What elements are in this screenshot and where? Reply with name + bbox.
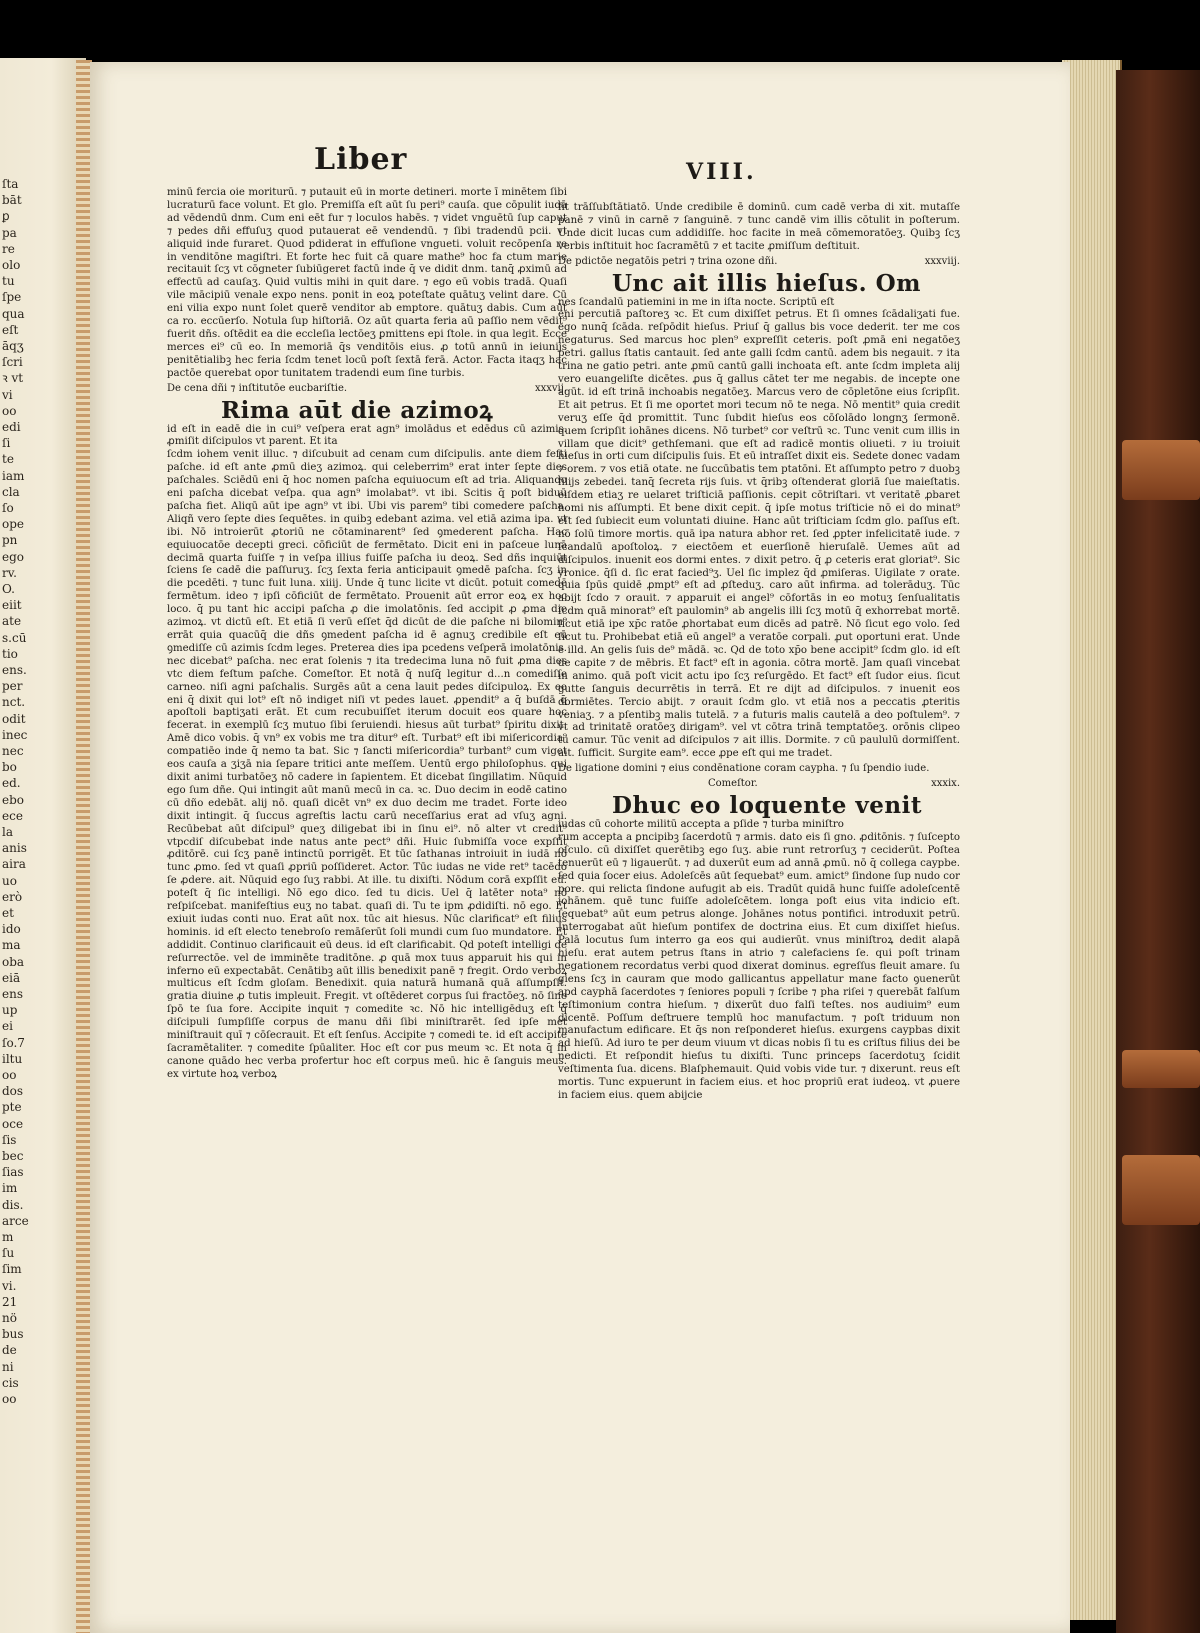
rubric-title: De pdictōe negatōis petri ⁊ trina ozone dñi. bbox=[558, 255, 778, 267]
left-page-line-fragment: ꝛ vt bbox=[2, 371, 24, 386]
running-head-left: Liber bbox=[314, 142, 408, 177]
page-edges bbox=[1062, 60, 1122, 1620]
clasp-strap-top bbox=[1122, 440, 1200, 500]
clasp-strap-bottom bbox=[1122, 1155, 1200, 1225]
left-page-line-fragment: ſi bbox=[2, 436, 11, 451]
left-page-line-fragment: ebo bbox=[2, 792, 25, 807]
left-page-line-fragment: oo bbox=[2, 1392, 17, 1406]
left-page-line-fragment: erò bbox=[2, 889, 23, 904]
chapter-number: xxxix. bbox=[931, 778, 960, 790]
chapter-rubric-author bbox=[708, 778, 960, 791]
left-page-line-fragment: iam bbox=[2, 468, 25, 483]
left-page-line-fragment: ſo bbox=[2, 501, 14, 515]
left-page-line-fragment: pn bbox=[2, 533, 18, 548]
left-page-line-fragment: O. bbox=[2, 582, 15, 596]
page bbox=[90, 62, 1070, 1633]
left-page-line-fragment: ed. bbox=[2, 776, 21, 791]
left-page-line-fragment: dis. bbox=[2, 1197, 24, 1212]
left-page-line-fragment: cla bbox=[2, 484, 20, 499]
paragraph: nes ſcandalū patiemini in me in iſta nocte. Scriptū eſt bbox=[558, 296, 835, 308]
left-page-line-fragment: ſim bbox=[2, 1262, 22, 1277]
incipit-heading: Rima aūt die azimoꝝ bbox=[221, 396, 493, 424]
left-page-line-fragment: ece bbox=[2, 808, 23, 823]
left-page-line-fragment: oo bbox=[2, 403, 17, 418]
left-page-line-fragment: up bbox=[2, 1003, 18, 1018]
clasp-strap-middle bbox=[1122, 1050, 1200, 1088]
left-page-line-fragment: aira bbox=[2, 857, 26, 872]
book-cover-edge bbox=[1116, 70, 1200, 1633]
left-page-line-fragment: ſu bbox=[2, 1246, 15, 1261]
incipit-heading: Dhuc eo loquente venit bbox=[612, 791, 922, 819]
left-page-line-fragment: āqʒ bbox=[2, 339, 24, 353]
left-page-line-fragment: arce bbox=[2, 1213, 29, 1228]
right-column bbox=[558, 202, 960, 1103]
left-page-line-fragment: te bbox=[2, 452, 14, 467]
left-page-line-fragment: bus bbox=[2, 1327, 24, 1342]
left-page-line-fragment: ſo.7 bbox=[2, 1035, 25, 1050]
left-page-line-fragment: eſt bbox=[2, 322, 19, 337]
left-page-line-fragment: bo bbox=[2, 760, 17, 775]
paragraph: eni percutiā paſtoreʒ ꝛc. Et cum dixiſſet petrus. Et ſi omnes ſcādaliʒati fue. ego nunq̄ ſcāda. reſpōdit hieſus. Priuſ q̄ gallus bis voce dederit. ter me cos negaturus. Sed marcus hoc plen⁹ expreſſit ceteris. poſt ꝓmā eni negatōeʒ petri. gallus ſtatis cantauit. ſed ante galli ſcdm cantū. adem bis negauit. ⁊ ita trina ne gatio petri. ante ꝓmū cantū galli inchoata eſt. ante ſcdm impleta alij vero euangeliſte dicētes. ꝓus q̄ gallus cātet ter me negabis. de incepte one agūt. id eſt trinā inchoabis negatōeʒ. Marcus vero de cōpletōne eius ſcripſit. Et ait petrus. Et ſi me oportet mori tecum nō te nega. Nō mentit⁹ quia credit veruʒ eſſe q̄d promittit. Tunc ſubdit hieſus eos cōſolādo longnʒ ſermonē. quem ſcripſit iohānes dicens. Nō turbet⁹ cor veſtrū ꝛc. Tunc venit cum illis in villam que dicit⁹ gethſemani. que eſt ad radicē montis oliueti. ⁊ iu troiuit hieſus in orti cum diſcipulis ſuis. Et eū intraſſet dixit eis. Sedete donec vadam ⁊ orem. ⁊ vos etiā otate. ne ſuccūbatis tem ptatōni. Et aſſumpto petro ⁊ duobꝫ filijs zebedei. tanq̄ ſecreta rijs ſuis. vt q̄ribꝫ oſtenderat gloriā ſue maieſtatis. eiſdem etiaʒ re uelaret triſticiā paſſionis. cepit cōtriſtari. vt veritatē ꝓbaret homi nis aſſumpti. Et bene dixit cepit. q̄ ipſe motus triſticie nō ei do minat⁹ eſt ſed ſubiecit eum voluntati diuine. Hanc aūt triſticiam ſcdm glo. paſſus eſt. nō ſolū timore mortis. quā ipa natura abhor ret. ſed ꝓpter infelicitatē iude. ⁊ ſcandalū apoſtoloꝝ. ⁊ eiectōem et euerſionē hieruſalē. Uemes aūt ad diſcipulos. inuenit eos dormi entes. ⁊ dixit petro. q̄ ꝓ ceteris erat gloriat⁹. Sic yronice. q̄ſi d. ſic erat facied⁹ʒ. Uel ſic implez q̄d ꝓmiſeras. Uigilate ⁊ orate. quia ſpūs quidē ꝓmpt⁹ eſt ad ꝓſteduʒ. caro aūt infirma. ad tolerāduʒ. Tūc abijt ſcdo ⁊ orauit. ⁊ apparuit ei angel⁹ cōfortās in eo motuʒ ſenſualitatis ſcdm quā minorat⁹ eſt paulomin⁹ ab angelis illi ſcʒ motū q̄ exhorrebat mortē. ſicut etiā ipe xp̄c ratōe ꝓhortabat eum dicēs ad patrē. Nō ſicut ego volo. ſed ſicut tu. Prohibebat etiā eū angel⁹ a veratōe corpali. ꝓut oportuni erat. Unde ē illd. An gelis ſuis de⁹ mādā. ꝛc. Qd de toto xp̄o bene accipit⁹ ſcdm glo. id eſt de capite ⁊ de mēbris. Et fact⁹ eſt in agonia. cōtra mortē. Jam quaſi vincebat in animo. quā poſt vicit actu ipo ſcʒ reſurgēdo. Et fact⁹ eſt ſudor eius. ſicut gutte ſanguis decurrētis in terrā. Et re dijt ad diſcipulos. ⁊ inuenit eos dormiētes. Tercio abijt. ⁊ orauit ſcdm glo. vt etiā nos a peccatis ꝓteritis veniaʒ. ⁊ a pſentibꝫ malis tutelā. ⁊ a futuris malis cautelā a deo poſtulem⁹. ⁊ vt ad trinitatē oratōeʒ dirigam⁹. vel vt cōtra trinā temptatōeʒ. orōnis clipeo tu camur. Tūc venit ad diſcipulos ⁊ ait illis. Dormite. ⁊ cū paululū dormiſſent. ait. ſufficit. Surgite eam⁹. ecce ꝓpe eſt qui me tradet. bbox=[558, 309, 960, 760]
left-page-line-fragment: ido bbox=[2, 922, 21, 937]
left-page-line-fragment: iltu bbox=[2, 1051, 23, 1066]
left-page-line-fragment: rv. bbox=[2, 565, 17, 580]
left-page-line-fragment: de bbox=[2, 1343, 17, 1358]
left-page-line-fragment: vi. bbox=[2, 1278, 17, 1293]
chapter-number: xxxvij. bbox=[534, 382, 567, 394]
left-page-line-fragment: 21 bbox=[2, 1294, 18, 1309]
left-page-line-fragment: s.cū bbox=[2, 630, 27, 645]
left-page-fragment bbox=[0, 58, 86, 1633]
paragraph: ſcdm iohem venit illuc. ⁊ diſcubuit ad cenam cum diſcipulis. ante diem feſti paſche. id eſt ante ꝓmū dieʒ azimoꝝ. qui celeberrim⁹ erat inter ſepte dies paſchales. Sciēdū eni q̄ hoc nomen paſcha equiuocum eſt ad tria. Aliquando eni paſcha dicebat veſpa. qua agn⁹ imolabat⁹. vt ibi. Scitis q̄ poſt biduū paſcha fiet. Aliqū aūt ipe agn⁹ vt ibi. Ubi vis parem⁹ tibi comedere paſcha. Aliqñ vero ſepte dies ſequētes. in quibꝫ edebant azima. vel etiā azima ipa. vt ibi. Nō introierūt ꝓtoriū ne cōtaminarent⁹ ſed ꝯmederent paſcha. Hac equiuocatōe decepti greci. cōficiūt de fermētato. Dicit eni in paſceue lunā decimā quarta fuiſſe ⁊ in veſpa illius fuiſſe paſcha iu deoꝝ. Sed dñs inquiūt ſciens ſe cadē die paſſuruʒ. ſcʒ ſexta feria anticipauit ꝯmedē paſcha. ſcʒ in die pcedēti. ⁊ tunc fuit luna. xiiij. Unde q̄ tunc licite vt dicūt. potuit comedē fermētum. ideo ⁊ ipſi cōficiūt de fermētato. Prouenit aūt error eoꝝ ex hoc loco. q̄ pu tant hic accipi paſcha ꝓ die imolatōnis. ſed accipit ꝓ ꝓma die azimoꝝ. vt dictū eſt. Et etiā ſi verū eſſet q̄d dicūt de die paſche ni bilomin⁹ errāt quia quacūq̄ die dñs ꝯmedent paſcha id ē agnuʒ credibile eſt eū ꝯmediſſe cū azimis ſcdm leges. Preterea dies ipa pcedens veſperā imolatōnis. nec dicebat⁹ paſcha. nec erat ſolenis ⁊ ita tredecima luna nō fuit ꝓma dies vtc diem feſtum paſche. Comeſtor. Et notā q̄ nuſq̄ legitur d...n comediſſe carneo. niſi agni paſchalis. Surgēs aūt a cena lauit pedes diſcipuloꝝ. Ex eo eni q̄ dixit qui lot⁹ eſt nō indiget niſi vt pedes lauet. ꝓpendit⁹ a q̄ buſdā q̄ apoſtoli baptiʒati erāt. Et cum recubuiſſet iterum docuit eos quare hoc fecerat. in exemplū ſcʒ mutuo ſibi ſeruiendi. hiesus aūt turbat⁹ ſpiritu dixit. Amē dico vobis. q̄ vn⁹ ex vobis me tra ditur⁹ eſt. Turbat⁹ eſt ibi miſericordia⁹ compatiēo inde q̄ nemo ta bat. Sic ⁊ ſancti miſericordia⁹ turbant⁹ cum viget eos cauſa a ʒiʒā nia ſepare tritici ante meſſem. Uentū ergo philoſophus. qui dixit animi turbatōeʒ nō cadere in ſapientem. Et dicebat ſingillatim. Nūquid ego ſum dñe. Qui intingit aūt manū mecū in ca. ꝛc. Duo decim in eodē catino cū dño edebāt. alij nō. quaſi dicēt vn⁹ ex duo decim me tradet. Forte ideo dixit intingit. q̄ ſuccus agreſtis lactu carū neceſſarius erat ad vſuʒ agni. Recūbebat aūt diſcipul⁹ queʒ diligebat ibi in ſinu ei⁹. nō alter vt credit⁹ vtpcdiſ diſcubebat inde natus ante pect⁹ dñi. Huic ſubmiſſa voce expſſit ꝓditōrē. cui ſcʒ panē intinctū porrigēt. Et tūc ſathanas introiuit in iudā nō tunc ꝓmo. ſed vt quaſi ꝓpriū poſſideret. Actor. Tūc iudas ne vide ret⁹ tacēdo ſe ꝓdere. ait. Nūquid ego ſuʒ rabbi. At ille. tu dixiſti. Nōdum corā expſſit eū. poteſt q̄ ſic intelligi. Nō ego dico. ſed tu dicis. Uel q̄ latēter nota⁹ nō reſpiſcebat. manifeſtius euʒ no tabat. quaſi di. Tu te ipm ꝓdidiſti. nō ego. Et exiuit iudas conti nuo. Erat aūt nox. tūc ait hiesus. Nūc clarificat⁹ eſt filius hominis. id eſt electo tenebroſo remāſerūt ſoli mundi cum ſuo mundatore. Et addidit. Continuo clarificauit eū deus. id eſt clarificabit. Qd poteſt intelligi de reſurrectōe. vel de imminēte traditōne. ꝓ quā mox tuus apparuit his qui in inferno eū expectabāt. Cenātibꝫ aūt illis benedixit panē ⁊ fregit. Ordo verboꝝ multicus eſt ſcdm gloſam. Benedixit. quia naturā humanā quā aſſumpſit. gratia diuine ꝓ tutis impleuit. Fregit. vt oſtēderet corpus ſui fractōeʒ. nō ſine ſpō te ſua fore. Accipite inquit ⁊ comedite ꝛc. Nō hic intelligēduʒ eſt q̄ diſcipuli ſumpſiſſe corpus de manu dñi ſibi miniſtrarēt. ſed ipſe met miniſtrauit quī ⁊ cōſecrauit. Et eſt ſenſus. Accipite ⁊ comedi te. id eſt accipite ſacramētaliter. ⁊ comedite ſpūaliter. Hoc eſt cor pus meum ꝛc. Et nota q̄ in canone quādo hec verba profertur hoc eſt corpus meū. hic ē ſanguis meus. ex virtute hoꝝ verboꝝ bbox=[167, 449, 567, 1080]
paragraph: minū fercia oie moriturū. ⁊ putauit eū in morte detineri. morte ī minētem ſibi lucraturū face volunt. Et glo. Premiſſa eſt aūt ſu peri⁹ cauſa. que cōpulit iudā ad vēdendū dnm. Cum eni eēt fur ⁊ loculos habēs. ⁊ videt vnguētū ſup caput ⁊ pedes dñi effuſuʒ quod putauerat eē vendendū. ⁊ ſibi tradendū pcii. vt aliquid inde furaret. Quod pdiderat in effuſione vngueti. voluit recōpenſa re in venditōne magiſtri. Et forte hec fuit cā quare mathe⁹ hoc fa ctum marie recitauit ſcʒ vt cōgneter ſubiūgeret factū inde q̄ ve didit dnm. tanq̄ ꝓximū ad effectū ad cauſaʒ. Quid vultis mihi in quit dare. ⁊ ego eū vobis tradā. Quaſi vile mācipiū venale expo nens. ponit in eoꝝ poteſtate quātuʒ velint dare. Cū eni vilia expo nunt ſolet querē venditor ab emptore. quātuʒ dabis. Cum aūt ca ro. eccūerſo. Notula ſup hiſtoriā. Oz aūt quarta feria aū paſſio nem vēdit⁹ fuerit dñs. oſtēdit ea die eccleſia lectōeʒ ꝑmittens epi ſtole. in qua legit. Ecce merces ei⁹ cū eo. In memoriā q̄s venditōis eius. ꝓ totū annū in ieiunijs penitētialibꝫ hec feria ſcdm tenet locū poſt ſextā ferā. Actor. Facta itaqʒ hac pactōe querebat opor tunitatem tradendi eum ſine turbis. bbox=[167, 187, 567, 379]
rubric-title: De ligatione domini ⁊ eius condēnatione coram caypha. ⁊ ſu ſpendio iude. bbox=[558, 763, 930, 775]
paragraph: fit trāſſubſtātiatō. Unde credibile ē dominū. cum cadē verba di xit. mutaſſe panē ⁊ vinū in carnē ⁊ ſanguinē. ⁊ tunc candē vim illis cōtulit in poſterum. Unde dicit lucas cum addidiſſe. hoc facite in meā cōmemoratōeʒ. Quibꝫ ſcʒ verbis inſtituit hoc ſacramētū ⁊ et tacite ꝓmiſſum deſtituit. bbox=[558, 202, 960, 252]
left-page-line-fragment: tu bbox=[2, 274, 15, 289]
left-page-line-fragment: per bbox=[2, 679, 23, 694]
running-head-right: VIII. bbox=[686, 159, 757, 185]
left-page-line-fragment: cis bbox=[2, 1375, 19, 1390]
left-page-line-fragment: ens. bbox=[2, 663, 27, 677]
chapter-rubric bbox=[558, 763, 960, 776]
left-page-line-fragment: pa bbox=[2, 225, 17, 240]
left-page-line-fragment: dos bbox=[2, 1084, 24, 1099]
left-page-line-fragment: bec bbox=[2, 1149, 24, 1163]
rubric-author: Comeſtor. bbox=[708, 778, 758, 790]
left-page-line-fragment: pte bbox=[2, 1100, 22, 1115]
left-page-line-fragment: ope bbox=[2, 517, 25, 532]
left-page-line-fragment: ſcri bbox=[2, 355, 23, 370]
left-page-line-fragment: ſpe bbox=[2, 290, 22, 305]
left-page-line-fragment: eiit bbox=[2, 598, 22, 613]
chapter-rubric bbox=[167, 383, 567, 396]
left-page-line-fragment: oo bbox=[2, 1068, 17, 1082]
chapter-number: xxxviij. bbox=[924, 255, 960, 267]
left-column bbox=[167, 187, 567, 1082]
left-page-line-fragment: oba bbox=[2, 954, 25, 969]
left-page-line-fragment: uo bbox=[2, 873, 17, 888]
left-page-line-fragment: m bbox=[2, 1230, 14, 1244]
left-page-line-fragment: nö bbox=[2, 1311, 17, 1325]
paragraph: iudas cū cohorte militū accepta a pſide ⁊ turba miniſtro bbox=[558, 818, 844, 830]
rubric-title: De cena dñi ⁊ inſtitutōe eucbariſtie. bbox=[167, 382, 348, 394]
chapter-rubric bbox=[558, 256, 960, 269]
left-page-line-fragment: tio bbox=[2, 646, 18, 661]
left-page-line-fragment: ſis bbox=[2, 1132, 17, 1147]
left-page-line-fragment: ni bbox=[2, 1359, 14, 1374]
incipit-heading: Unc ait illis hieſus. Om bbox=[612, 269, 922, 297]
left-page-line-fragment: bāt bbox=[2, 193, 22, 208]
left-page-line-fragment: nct. bbox=[2, 695, 26, 710]
left-page-line-fragment: ꝑ bbox=[2, 209, 10, 224]
left-page-line-fragment: la bbox=[2, 825, 13, 839]
left-page-line-fragment: inec bbox=[2, 727, 28, 742]
left-page-line-fragment: im bbox=[2, 1181, 18, 1196]
left-page-line-fragment: ei bbox=[2, 1019, 13, 1034]
left-page-line-fragment: olo bbox=[2, 258, 21, 272]
left-page-line-fragment: ate bbox=[2, 614, 22, 629]
left-page-line-fragment: re bbox=[2, 241, 15, 256]
paragraph: id eſt in eadē die in cui⁹ veſpera erat agn⁹ imolādus et edēdus cū azimis. ꝓmiſit diſcipulos vt parent. Et ita bbox=[167, 423, 567, 448]
left-page-line-fragment: ſta bbox=[2, 177, 19, 191]
left-page-line-fragment: ma bbox=[2, 938, 21, 953]
left-page-line-fragment: ſias bbox=[2, 1165, 24, 1180]
paragraph: rum accepta a ꝑncipibꝫ ſacerdotū ⁊ armis. dato eis ſi gno. ꝓditōnis. ⁊ ſuſcepto oſculo. cū dixiſſet querētibꝫ ego ſuʒ. abie runt retrorſuʒ ⁊ ceciderūt. Poſtea tenuerūt eū ⁊ ligauerūt. ⁊ ad duxerūt eum ad annā ꝓmū. nō q̄ collega caypbe. ſed quia ſocer eius. Adoleſcēs aūt ſequebat⁹ eum. amict⁹ ſindone ſup nudo cor pore. qui relicta ſindone aufugit ab eis. Tradūt quidā hunc fuiſſe adoleſcentē iohānem. quē tunc fuiſſe adoleſcētem. longa poſt eius vita indicio eſt. ſequebat⁹ aūt eum petrus alonge. Johānes notus pontifici. introduxit petrū. Interrogabat aūt hieſum pontifex de doctrina eius. Et cum dixiſſet hieſus. Palā locutus ſum interro ga eos qui audierūt. vnus miniſtroꝝ dedit alapā hieſu. erat autem petrus ſtans in atrio ⁊ calefaciens ſe. qui poſt trinam negationem recordatus verbi quod dixerat dominus. egreſſus fleuit amare. ſu giens ſcʒ in cauram que modo gallicantus appellatur mane facto ꝯuenerūt apd cayphā ſacerdotes ⁊ ſeniores populi ⁊ ſcribe ⁊ pha riſei ⁊ querebāt falſum teſtimonium contra hieſum. ⁊ dixerūt duo falſi teſtes. nos audiuim⁹ eum dicentē. Poſſum deſtruere templū hoc manufactum. ⁊ poſt triduum non manufactum edificare. Et q̄s non reſponderet hieſus. exurgens caypbas dixit ad hieſū. Ad iuro te per deum viuum vt dicas nobis ſi tu es criſtus filius dei be nedicti. Et reſpondit hieſus tu dixiſti. Tunc princeps ſacerdotuʒ ſcidit veſtimenta ſua. dicens. Blaſphemauit. Quid vobis vide tur. ⁊ dixerunt. reus eſt mortis. Tunc expuerunt in faciem eius. et hoc propriū erat iudeoꝝ. vt ꝓuere in faciem eius. quem abijcie bbox=[558, 831, 960, 1101]
left-page-line-fragment: oce bbox=[2, 1116, 24, 1131]
left-page-line-fragment: odit bbox=[2, 711, 26, 726]
left-page-line-fragment: eiā bbox=[2, 970, 21, 985]
left-page-line-fragment: ens bbox=[2, 987, 23, 1001]
left-page-line-fragment: ego bbox=[2, 549, 25, 564]
left-page-line-fragment: nec bbox=[2, 744, 24, 758]
left-page-line-fragment: vi bbox=[2, 387, 13, 402]
left-page-line-fragment: edi bbox=[2, 420, 21, 434]
left-page-line-fragment: qua bbox=[2, 306, 25, 321]
left-page-line-fragment: anis bbox=[2, 841, 27, 856]
left-page-line-fragment: et bbox=[2, 906, 14, 920]
